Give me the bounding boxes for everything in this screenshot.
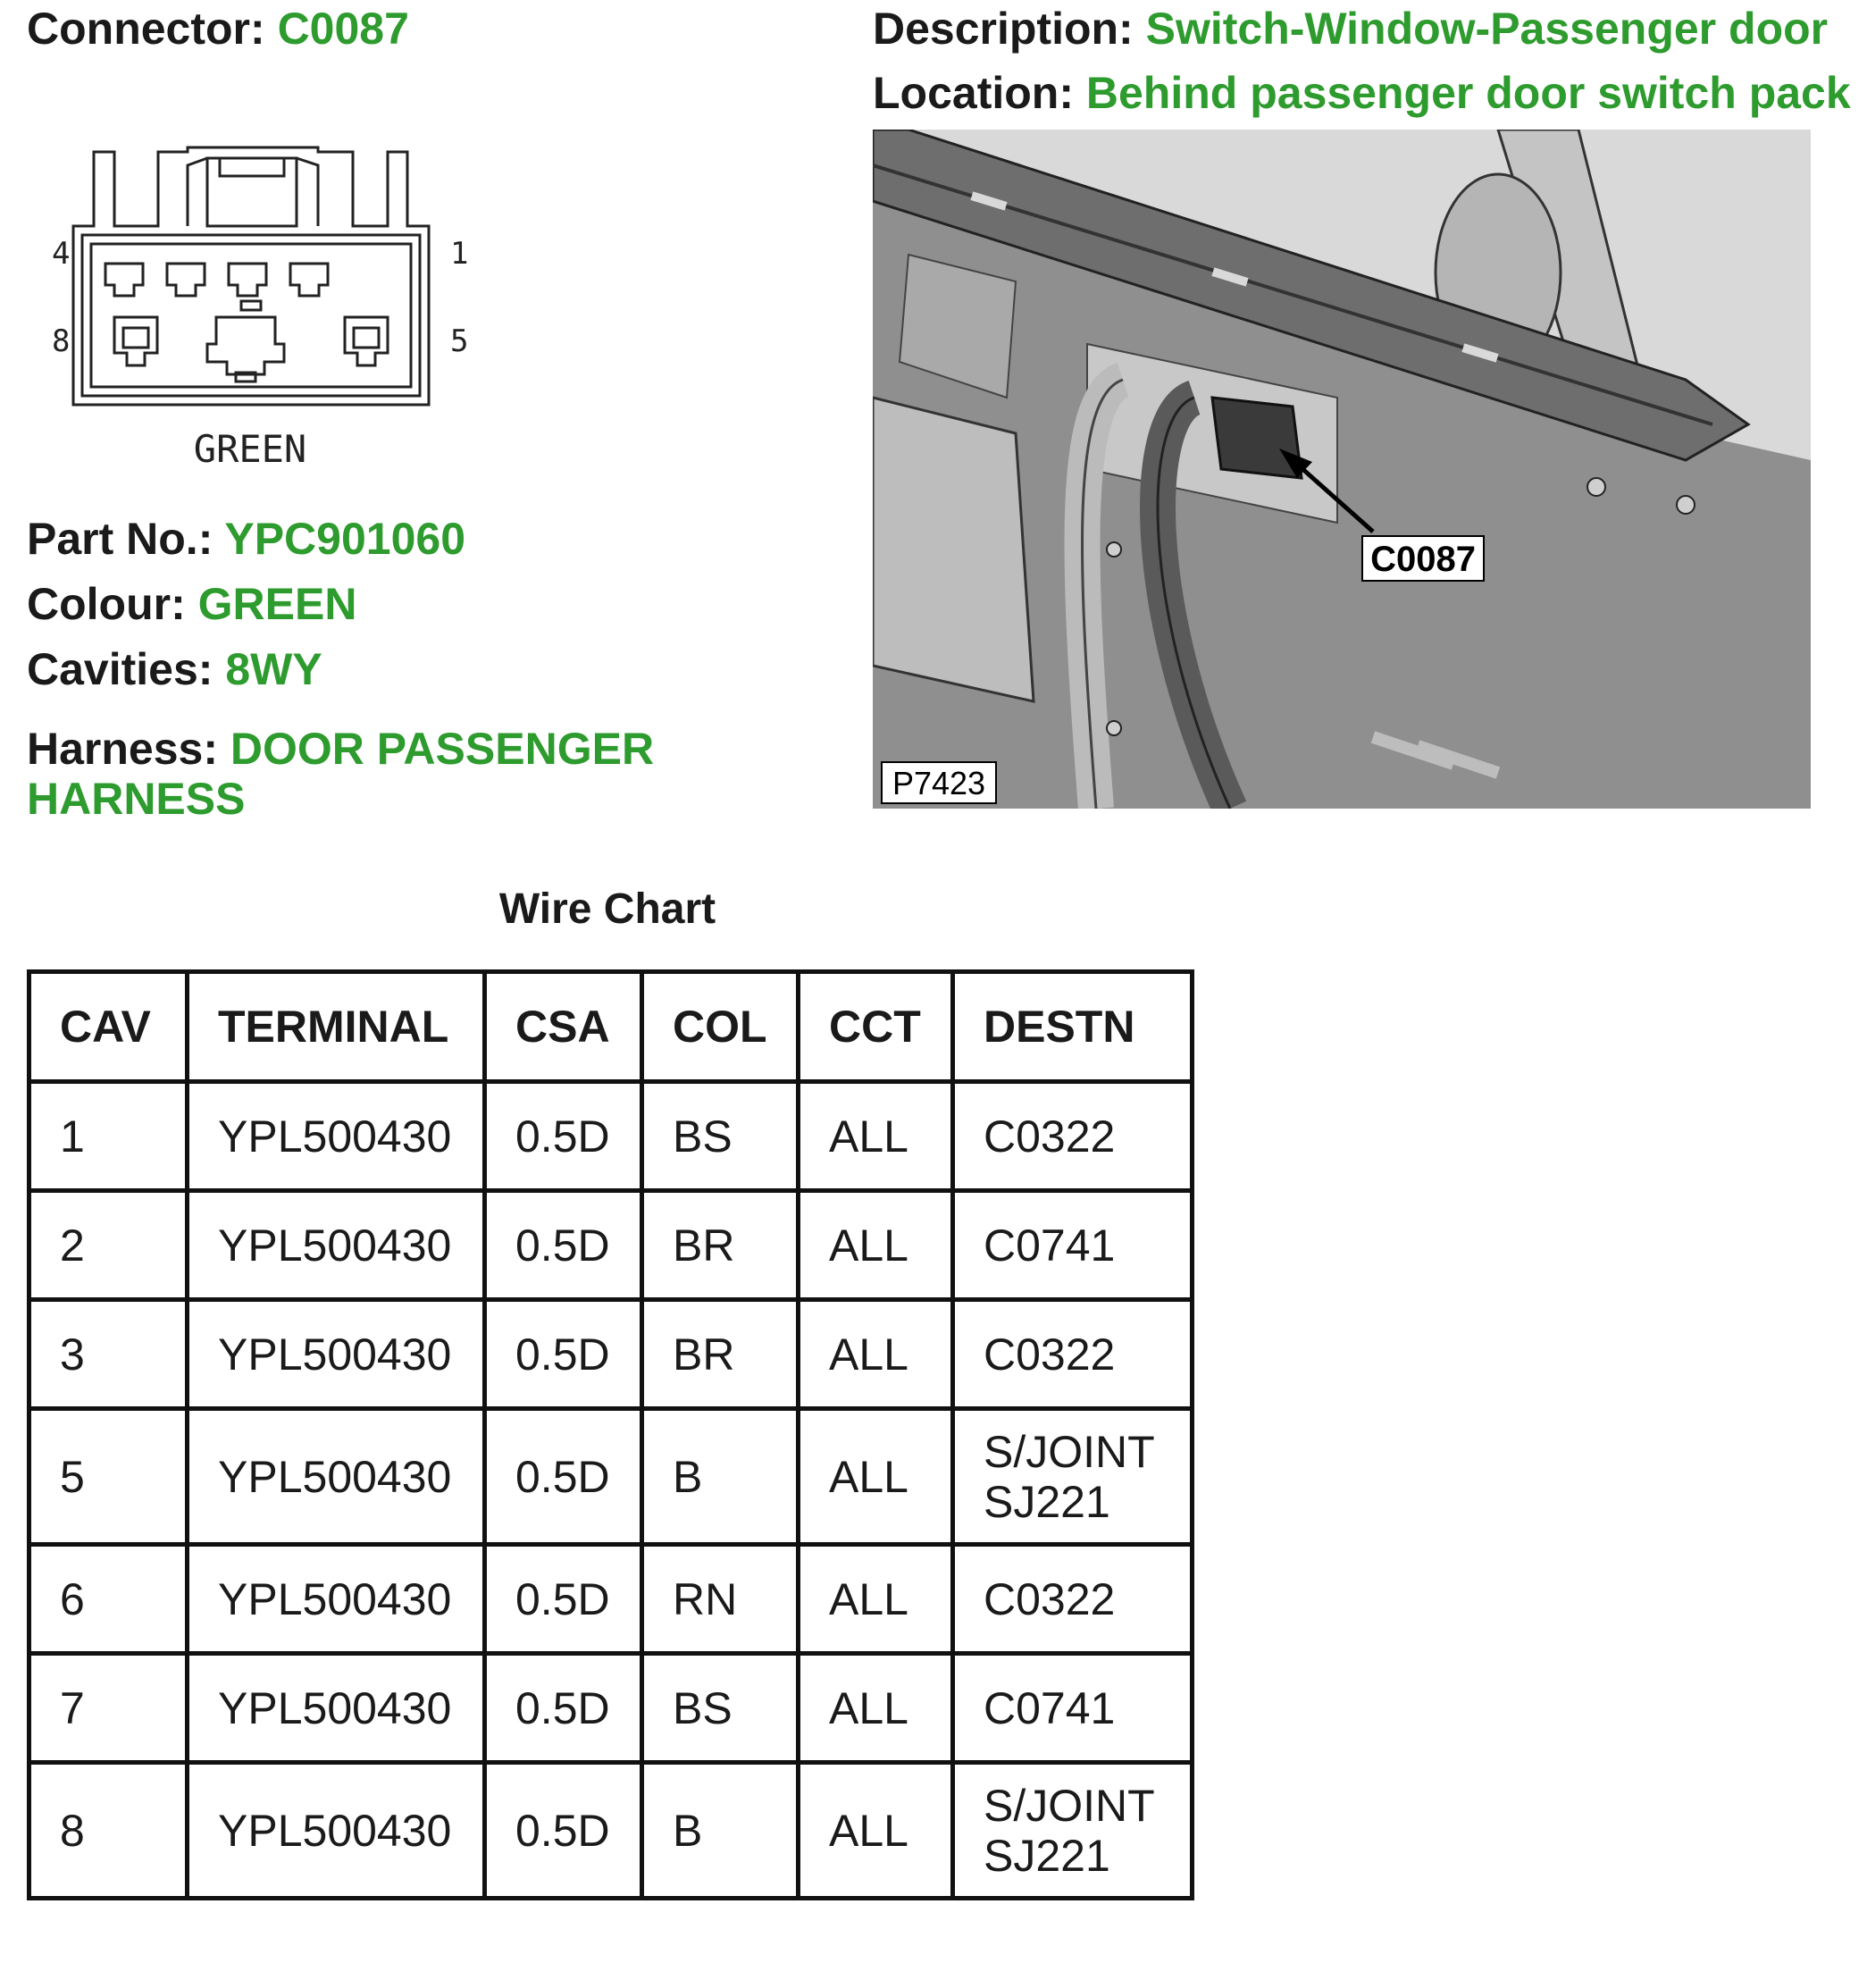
pin-label-1: 1 — [450, 236, 469, 272]
col-header-csa: CSA — [485, 972, 642, 1082]
cav-cell: 8 — [29, 1763, 188, 1899]
cav-cell: 5 — [29, 1409, 188, 1545]
terminal-cell: YPL500430 — [188, 1763, 485, 1899]
csa-cell: 0.5D — [485, 1545, 642, 1654]
col-header-terminal: TERMINAL — [188, 972, 485, 1082]
col-header-cav: CAV — [29, 972, 188, 1082]
destn-cell: S/JOINT SJ221 — [953, 1409, 1193, 1545]
terminal-cell: YPL500430 — [188, 1300, 485, 1409]
destn-cell: C0741 — [953, 1654, 1193, 1763]
cav-cell: 3 — [29, 1300, 188, 1409]
destn-cell: S/JOINT SJ221 — [953, 1763, 1193, 1899]
col-cell: RN — [642, 1545, 799, 1654]
table-row — [29, 1191, 1193, 1300]
terminal-cell: YPL500430 — [188, 1191, 485, 1300]
location-illustration — [873, 130, 1811, 809]
cavities-label: Cavities: — [27, 644, 213, 694]
connector-value: C0087 — [277, 4, 409, 54]
pin-label-4: 4 — [52, 236, 71, 272]
terminal-cell: YPL500430 — [188, 1654, 485, 1763]
location-value: Behind passenger door switch pack — [1085, 68, 1851, 118]
col-header-cct: CCT — [799, 972, 953, 1082]
connector-label: Connector: — [27, 4, 265, 54]
csa-cell: 0.5D — [485, 1191, 642, 1300]
col-cell: BR — [642, 1300, 799, 1409]
csa-cell: 0.5D — [485, 1409, 642, 1545]
table-row — [29, 1654, 1193, 1763]
pin-label-8: 8 — [52, 323, 71, 359]
cct-cell: ALL — [799, 1300, 953, 1409]
cct-cell: ALL — [799, 1191, 953, 1300]
part-label: Part No.: — [27, 514, 213, 564]
cct-cell: ALL — [799, 1409, 953, 1545]
harness-label: Harness: — [27, 724, 218, 774]
description-line — [873, 4, 1828, 55]
location-label: Location: — [873, 68, 1074, 118]
wire-chart-title: Wire Chart — [498, 885, 716, 933]
table-row — [29, 1545, 1193, 1654]
cct-cell: ALL — [799, 1763, 953, 1899]
destn-cell: C0322 — [953, 1545, 1193, 1654]
col-cell: B — [642, 1763, 799, 1899]
harness-value: DOOR PASSENGER HARNESS — [27, 724, 655, 824]
connector-pinout-diagram — [18, 121, 482, 478]
wire-chart-table — [27, 969, 1194, 1900]
location-line — [873, 68, 1851, 120]
destn-cell: C0322 — [953, 1082, 1193, 1191]
table-row — [29, 1300, 1193, 1409]
terminal-cell: YPL500430 — [188, 1409, 485, 1545]
table-row — [29, 1763, 1193, 1899]
cct-cell: ALL — [799, 1654, 953, 1763]
cct-cell: ALL — [799, 1545, 953, 1654]
col-header-col: COL — [642, 972, 799, 1082]
table-row — [29, 1409, 1193, 1545]
colour-value: GREEN — [197, 579, 357, 629]
col-cell: BS — [642, 1654, 799, 1763]
destn-cell: C0741 — [953, 1191, 1193, 1300]
table-row — [29, 1082, 1193, 1191]
terminal-cell: YPL500430 — [188, 1082, 485, 1191]
cav-cell: 6 — [29, 1545, 188, 1654]
harness-line — [27, 724, 706, 824]
cavities-line — [27, 644, 322, 696]
terminal-cell: YPL500430 — [188, 1545, 485, 1654]
csa-cell: 0.5D — [485, 1763, 642, 1899]
pinout-colour-caption: GREEN — [193, 427, 307, 471]
col-cell: BS — [642, 1082, 799, 1191]
cav-cell: 7 — [29, 1654, 188, 1763]
colour-label: Colour: — [27, 579, 186, 629]
pin-label-5: 5 — [450, 323, 469, 359]
photo-callout-label: C0087 — [1370, 540, 1476, 579]
cav-cell: 1 — [29, 1082, 188, 1191]
colour-line — [27, 579, 356, 631]
connector-line — [27, 4, 409, 55]
csa-cell: 0.5D — [485, 1654, 642, 1763]
description-value: Switch-Window-Passenger door — [1145, 4, 1829, 54]
cav-cell: 2 — [29, 1191, 188, 1300]
part-number-line — [27, 514, 465, 566]
description-label: Description: — [873, 4, 1134, 54]
csa-cell: 0.5D — [485, 1082, 642, 1191]
table-header-row — [29, 972, 1193, 1082]
photo-figure-id: P7423 — [892, 765, 986, 801]
destn-cell: C0322 — [953, 1300, 1193, 1409]
cct-cell: ALL — [799, 1082, 953, 1191]
csa-cell: 0.5D — [485, 1300, 642, 1409]
cavities-value: 8WY — [225, 644, 322, 694]
part-value: YPC901060 — [224, 514, 466, 564]
col-cell: B — [642, 1409, 799, 1545]
col-cell: BR — [642, 1191, 799, 1300]
col-header-destn: DESTN — [953, 972, 1193, 1082]
